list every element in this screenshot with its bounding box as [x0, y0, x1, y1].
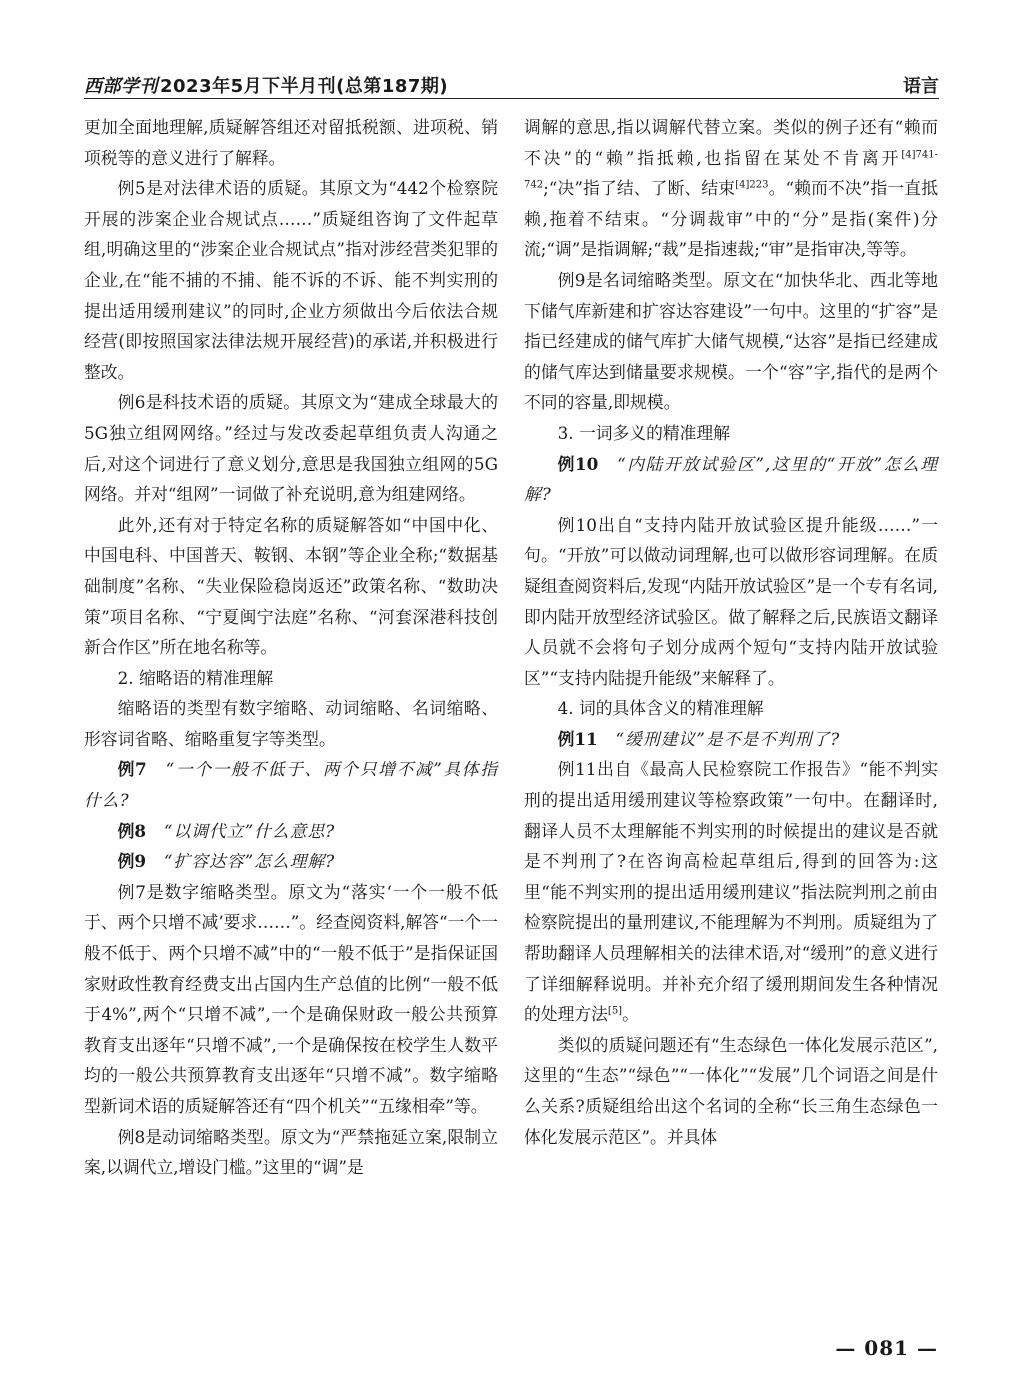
- citation: [4]223: [735, 179, 769, 191]
- example-number: 例7: [117, 759, 147, 780]
- paragraph: 更加全面地理解,质疑解答组还对留抵税额、进项税、销项税等的意义进行了解释。: [84, 117, 498, 168]
- subsection-heading: 3. 一词多义的精准理解: [557, 422, 730, 443]
- example-number: 例8: [117, 820, 147, 841]
- example-text: “以调代立”什么意思?: [163, 820, 336, 841]
- example-question: [84, 846, 498, 877]
- running-header: [84, 58, 939, 98]
- right-column: [524, 112, 938, 1152]
- paragraph: 例8是动词缩略类型。原文为“严禁拖延立案,限制立案,以调代立,增设门槛。”这里的“调”是: [84, 1126, 498, 1178]
- example-question: [524, 724, 938, 755]
- paragraph: [524, 754, 938, 1029]
- citation: [5]: [607, 1005, 623, 1017]
- text-run: 。“赖而不决”指一直抵赖,拖着不结束。“分调裁审”中的“分”是指(案件)分流;“调”是指调解;“裁”是指速裁;“审”是指审决,等等。: [524, 178, 938, 260]
- example-question: [84, 816, 498, 847]
- text-run: 调解的意思,指以调解代替立案。类似的例子还有“赖而不决”的“赖”指抵赖,也指留在某处不肯离开: [524, 117, 938, 168]
- example-number: 例9: [117, 851, 147, 872]
- paragraph: 例9是名词缩略类型。原文在“加快华北、西北等地下储气库新建和扩容达容建设”一句中。这里的“扩容”是指已经建成的储气库扩大储气规模,“达容”是指已经建成的储气库达到储量要求规模。一个“容”字,指代的是两个不同的容量,即规模。: [524, 269, 938, 413]
- paragraph: 缩略语的类型有数字缩略、动词缩略、名词缩略、形容词省略、缩略重复字等类型。: [84, 698, 498, 749]
- text-run: ;“决”指了结、了断、结束: [543, 178, 736, 199]
- journal-issue: 2023年5月下半月刊(总第187期): [160, 76, 449, 97]
- paragraph: 例10出自“支持内陆开放试验区提升能级……”一句。“开放”可以做动词理解,也可以做形容词理解。在质疑组查阅资料后,发现“内陆开放试验区”是一个专有名词,即内陆开放型经济试验区。做了解释之后,民族语文翻译人员就不会将句子划分成两个短句“支持内陆开放试验区”“支持内陆提升能级”来解释了。: [524, 514, 938, 688]
- subsection-heading: 4. 词的具体含义的精准理解: [557, 698, 764, 719]
- left-column: [84, 112, 498, 1183]
- example-question: [84, 754, 498, 815]
- text-run: 。: [622, 1004, 639, 1025]
- journal-logo: 西部学刊: [84, 76, 158, 97]
- paragraph: [524, 112, 938, 265]
- example-text: “内陆开放试验区”,这里的“开放”怎么理解?: [524, 453, 938, 505]
- paragraph: 例6是科技术语的质疑。其原文为“建成全球最大的5G独立组网网络。”经过与发改委起草组负责人沟通之后,对这个词进行了意义划分,意思是我国独立组网的5G网络。并对“组网”一词做了补充说明,意为组建网络。: [84, 392, 498, 505]
- paragraph: 例7是数字缩略类型。原文为“落实‘一个一般不低于、两个只增不减’要求……”。经查阅资料,解答“一个一般不低于、两个只增不减”中的“一般不低于”是指保证国家财政性教育经费支出占国内生产总值的比例“一般不低于4%”,两个“只增不减”,一个是确保财政一般公共预算教育支出逐年“只增不减”,一个是确保按在校学生人数平均的一般公共预算教育支出逐年“只增不减”。数字缩略型新词术语的质疑解答还有“四个机关”“五缘相牵”等。: [84, 881, 498, 1116]
- text-run: 例11出自《最高人民检察院工作报告》“能不判实刑的提出适用缓刑建议等检察政策”一句中。在翻译时,翻译人员不太理解能不判实刑的时候提出的建议是否就是不判刑了?在咨询高检起草组后,得到的回答为:这里“能不判实刑的提出适用缓刑建议”指法院判刑之前由检察院提出的量刑建议,不能理解为不判刑。质疑组为了帮助翻译人员理解相关的法律术语,对“缓刑”的意义进行了详细解释说明。并补充介绍了缓刑期间发生各种情况的处理方法: [524, 759, 938, 1025]
- page-number: — 081 —: [835, 1336, 938, 1360]
- example-number: 例11: [557, 728, 598, 749]
- example-number: 例10: [557, 453, 599, 474]
- citation: [4]741-742: [524, 149, 938, 191]
- header-rule: [84, 98, 939, 99]
- example-text: “缓刑建议”是不是不判刑了?: [615, 728, 841, 749]
- example-text: “扩容达容”怎么理解?: [163, 851, 336, 872]
- subsection-heading: 2. 缩略语的精准理解: [117, 667, 274, 688]
- journal-title: [84, 72, 448, 98]
- paragraph: 例5是对法律术语的质疑。其原文为“442个检察院开展的涉案企业合规试点……”质疑组咨询了文件起草组,明确这里的“涉案企业合规试点”指对涉经营类犯罪的企业,在“能不捕的不捕、能不诉的不诉、能不判实刑的提出适用缓刑建议”的同时,企业方须做出今后依法合规经营(即按照国家法律法规开展经营)的承诺,并积极进行整改。: [84, 178, 498, 382]
- paragraph: 此外,还有对于特定名称的质疑解答如“中国中化、中国电科、中国普天、鞍钢、本钢”等企业全称;“数据基础制度”名称、“失业保险稳岗返还”政策名称、“数助决策”项目名称、“宁夏闽宁法庭”名称、“河套深港科技创新合作区”所在地名称等。: [84, 514, 498, 658]
- example-text: “一个一般不低于、两个只增不减”具体指什么?: [84, 759, 498, 811]
- section-name: 语言: [903, 76, 939, 97]
- paragraph: 类似的质疑问题还有“生态绿色一体化发展示范区”,这里的“生态”“绿色”“一体化”“发展”几个词语之间是什么关系?质疑组给出这个名词的全称“长三角生态绿色一体化发展示范区”。并具体: [524, 1034, 938, 1147]
- example-question: [524, 449, 938, 510]
